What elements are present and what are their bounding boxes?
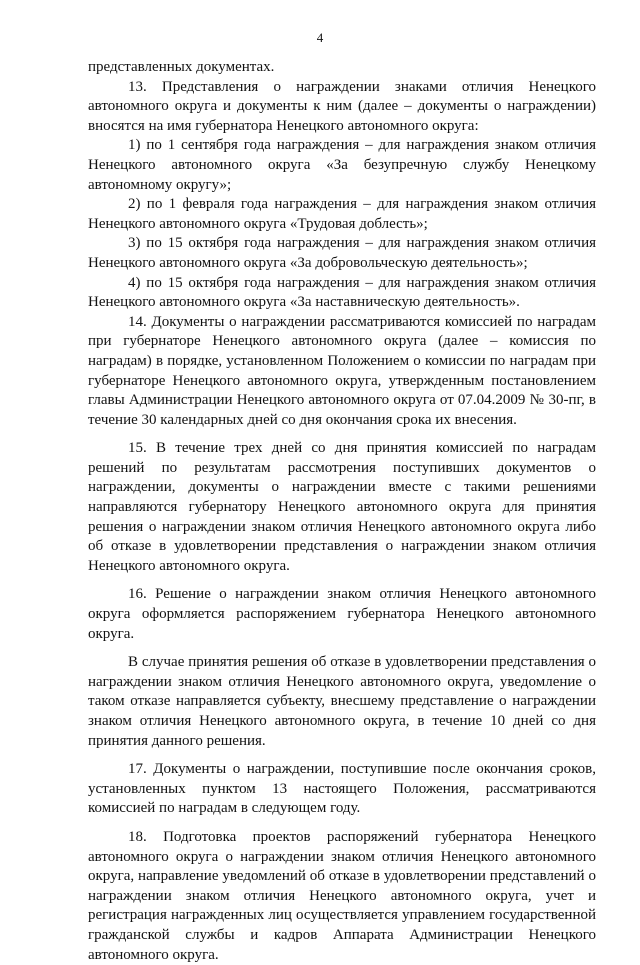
paragraph-13-item-4: 4) по 15 октября года награждения – для награждения знаком отличия Ненецкого автономного округа «За наставническую деятельность». <box>88 274 596 311</box>
paragraph-16-refusal: В случае принятия решения об отказе в удовлетворении представления о награждении знаком отличия Ненецкого автономного округа, уведомление о таком отказе направляется субъекту, внесшему представление о награждении знаком отличия Ненецкого автономного округа, в течение 10 дней со дня принятия данного решения. <box>88 654 596 749</box>
paragraph-14: 14. Документы о награждении рассматриваются комиссией по наградам при губернаторе Ненецкого автономного округа (далее – комиссия по наградам) в порядке, установленном Положением о комиссии по наградам при губернаторе Ненецкого автономного округа, утвержденным постановлением главы Администрации Ненецкого автономного округа от 07.04.2009 № 30-пг, в течение 30 календарных дней со дня окончания срока их внесения. <box>88 313 596 428</box>
paragraph-16: 16. Решение о награждении знаком отличия Ненецкого автономного округа оформляется распоряжением губернатора Ненецкого автономного округа. <box>88 586 596 642</box>
paragraph-13: 13. Представления о награждении знаками отличия Ненецкого автономного округа и документы к ним (далее – документы о награждении) вносятся на имя губернатора Ненецкого автономного округа: <box>88 78 596 134</box>
paragraph-15: 15. В течение трех дней со дня принятия комиссией по наградам решений по результатам рассмотрения поступивших документов о награждении, документы о награждении вместе с такими решениями направляются губернатору Ненецкого автономного округа для принятия решения о награждении знаком отличия Ненецкого автономного округа либо об отказе в удовлетворении представления о награждении знаком отличия Ненецкого автономного округа. <box>88 440 596 574</box>
paragraph-13-item-3: 3) по 15 октября года награждения – для награждения знаком отличия Ненецкого автономного округа «За добровольческую деятельность»; <box>88 235 596 271</box>
document-body <box>88 58 596 965</box>
paragraph-13-item-2: 2) по 1 февраля года награждения – для награждения знаком отличия Ненецкого автономного округа «Трудовая доблесть»; <box>88 196 596 232</box>
paragraph-18: 18. Подготовка проектов распоряжений губернатора Ненецкого автономного округа о награждении знаком отличия Ненецкого автономного округа, направление уведомлений об отказе в удовлетворении представлений о награждении знаком отличия Ненецкого автономного округа, учет и регистрация награжденных лиц осуществляется управлением государственной гражданской службы и кадров Аппарата Администрации Ненецкого автономного округа. <box>88 828 596 963</box>
paragraph-continuation: представленных документах. <box>88 59 275 75</box>
paragraph-17: 17. Документы о награждении, поступившие после окончания сроков, установленных пунктом 13 настоящего Положения, рассматриваются комиссией по наградам в следующем году. <box>88 761 596 817</box>
paragraph-13-item-1: 1) по 1 сентября года награждения – для награждения знаком отличия Ненецкого автономного округа «За безупречную службу Ненецкому автономному округу»; <box>88 137 596 193</box>
page-number: 4 <box>316 30 324 45</box>
